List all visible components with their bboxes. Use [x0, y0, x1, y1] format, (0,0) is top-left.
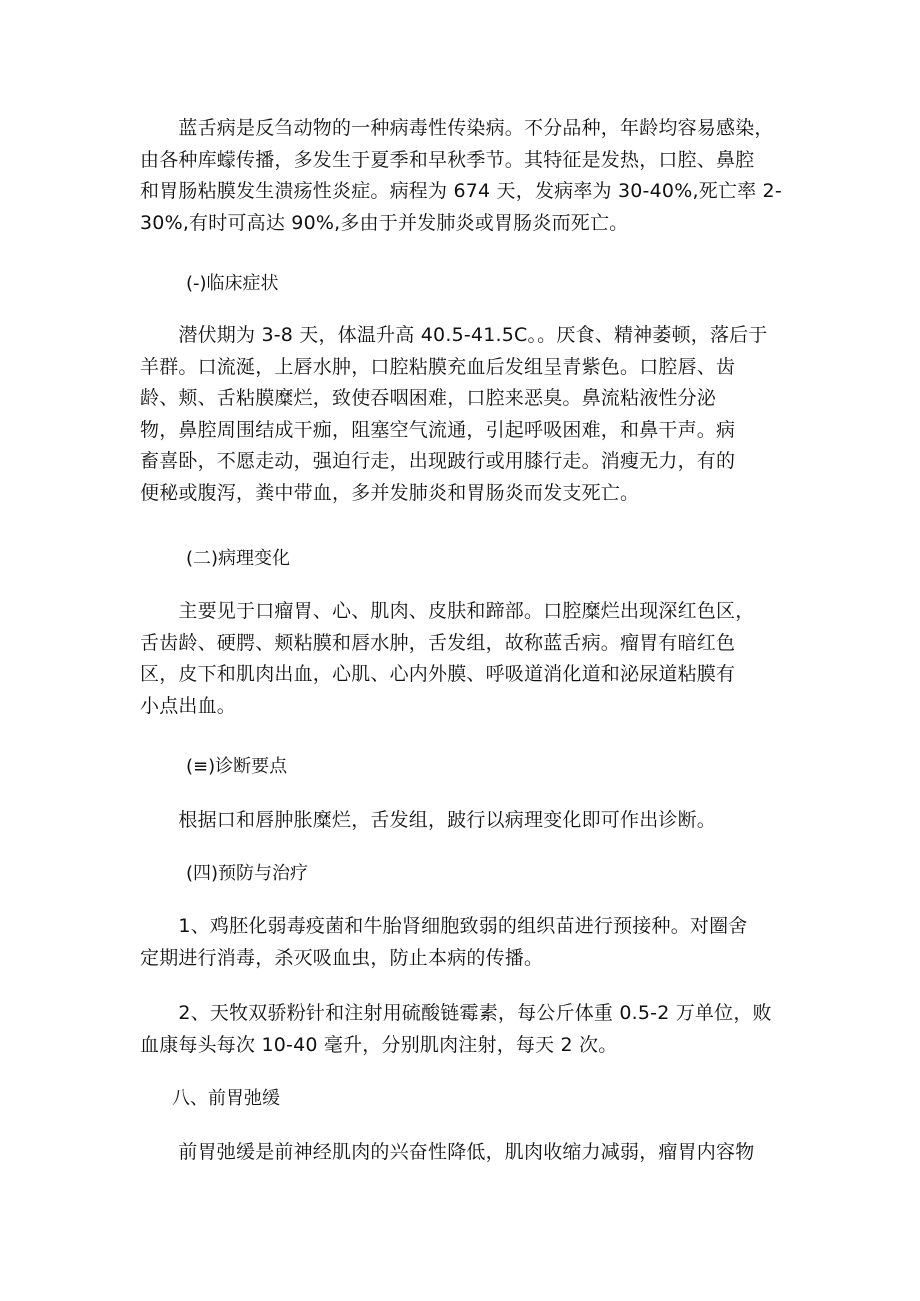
section-heading-prevention-treatment: (四)预防与治疗 [186, 863, 309, 884]
section-heading-pathology: (二)病理变化 [186, 548, 291, 569]
prevention-line: 1、鸡胚化弱毒疫菌和牛胎肾细胞致弱的组织苗进行预接种。对圈舍 [140, 915, 748, 937]
pathology-line: 区，皮下和肌肉出血，心肌、心内外膜、呼吸道消化道和泌尿道粘膜有 [140, 663, 736, 685]
clinical-line: 潜伏期为 3-8 天，体温升高 40.5-41.5C。。厌食、精神萎顿，落后于 [140, 324, 768, 346]
pathology-line: 主要见于口瘤胃、心、肌肉、皮肤和蹄部。口腔糜烂出现深红色区， [140, 600, 755, 622]
treatment-line: 血康每头每次 10-40 毫升，分别肌肉注射，每天 2 次。 [140, 1033, 618, 1056]
intro-line: 和胃肠粘膜发生溃疡性炎症。病程为 674 天，发病率为 30-40%,死亡率 2- [140, 180, 782, 202]
section-heading-forestomach-atony: 八、前胃弛缓 [172, 1088, 280, 1109]
section-heading-clinical-symptoms: (-)临床症状 [186, 273, 279, 294]
prevention-line: 定期进行消毒，杀灭吸血虫，防止本病的传播。 [140, 946, 544, 969]
pathology-line: 小点出血。 [140, 694, 237, 717]
clinical-line: 龄、颊、舌粘膜糜烂，致使吞咽困难，口腔来恶臭。鼻流粘液性分泌 [140, 387, 717, 409]
clinical-line: 羊群。口流涎，上唇水肿，口腔粘膜充血后发组呈青紫色。口腔唇、齿 [140, 355, 736, 378]
clinical-line: 畜喜卧，不愿走动，强迫行走，出现跛行或用膝行走。消瘦无力，有的 [140, 450, 736, 472]
prevention-item-1 [140, 911, 780, 974]
section-heading-diagnosis: (≡)诊断要点 [186, 756, 288, 777]
intro-line: 蓝舌病是反刍动物的一种病毒性传染病。不分品种，年龄均容易感染， [140, 117, 774, 139]
pathology-line: 舌齿龄、硬腭、颊粘膜和唇水肿，舌发组，故称蓝舌病。瘤胃有暗红色 [140, 631, 736, 654]
intro-paragraph [140, 113, 780, 239]
forestomach-paragraph [140, 1137, 780, 1169]
intro-line: 由各种库蠓传播，多发生于夏季和早秋季节。其特征是发热，口腔、鼻腔 [140, 148, 755, 171]
diagnosis-line: 根据口和唇肿胀糜烂，舌发组，跛行以病理变化即可作出诊断。 [140, 809, 717, 831]
clinical-symptoms-paragraph [140, 320, 780, 509]
diagnosis-paragraph [140, 805, 780, 837]
treatment-line: 2、天牧双骄粉针和注射用硫酸链霉素，每公斤体重 0.5-2 万单位，败 [140, 1002, 772, 1024]
clinical-line: 便秘或腹泻，粪中带血，多并发肺炎和胃肠炎而发支死亡。 [140, 481, 640, 504]
forestomach-line: 前胃弛缓是前神经肌肉的兴奋性降低，肌肉收缩力减弱，瘤胃内容物 [140, 1141, 755, 1163]
pathology-paragraph [140, 596, 780, 722]
prevention-item-2 [140, 998, 780, 1061]
intro-line: 30%,有时可高达 90%,多由于并发肺炎或胃肠炎而死亡。 [140, 211, 629, 234]
clinical-line: 物，鼻腔周围结成干痂，阻塞空气流通，引起呼吸困难，和鼻干声。病 [140, 418, 736, 441]
